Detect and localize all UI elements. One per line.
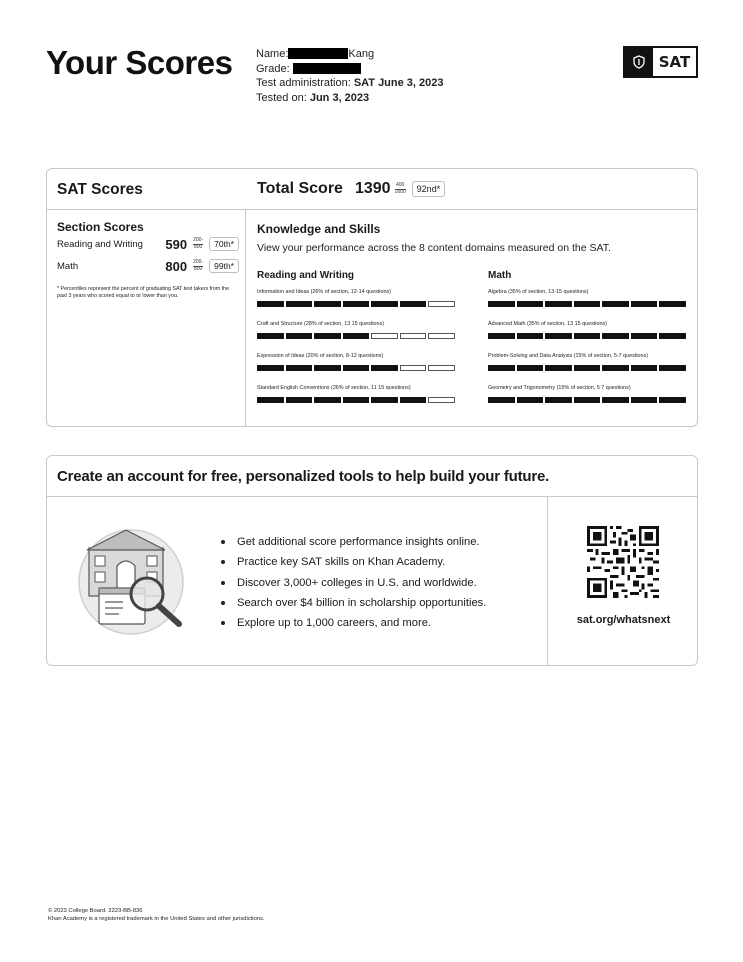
total-score [257,180,445,198]
whatsnext-link[interactable]: sat.org/whatsnext [576,614,671,626]
section-row-math [57,258,239,274]
tested-on-row [256,91,444,106]
total-percentile-badge: 92nd* [412,181,446,197]
bar-segment-filled [343,301,370,307]
list-item: Practice key SAT skills on Khan Academy. [219,552,486,572]
bar-segment-filled [286,301,313,307]
bar-segment-filled [314,397,341,403]
range-min: 400 [395,182,405,188]
bar-segment-filled [371,301,398,307]
performance-bar [488,301,688,307]
section-percentile-badge: 70th* [209,237,239,251]
performance-bar [257,397,457,403]
range-max: 800 [193,265,203,272]
bar-segment-filled [574,397,601,403]
bar-segment-filled [400,301,427,307]
bar-segment-empty [428,365,455,371]
bar-segment-filled [343,333,370,339]
benefits-list [219,532,486,633]
bar-segment-filled [631,397,658,403]
bar-segment-filled [517,365,544,371]
knowledge-skills-title: Knowledge and Skills [257,222,381,236]
bar-segment-filled [257,397,284,403]
domain-label: Algebra (35% of section, 13-15 questions) [488,289,589,295]
domain-label: Geometry and Trigonometry (15% of section, 5 7 questions) [488,385,631,391]
bar-segment-filled [400,397,427,403]
bar-segment-filled [343,397,370,403]
tested-label: Tested on: [256,91,307,104]
create-account-card [46,455,698,666]
section-score: 590 [165,236,188,252]
bar-segment-filled [286,397,313,403]
bar-segment-filled [545,333,572,339]
range-max: 1600 [394,188,406,195]
bar-segment-filled [659,397,686,403]
bar-segment-filled [659,333,686,339]
bar-segment-filled [488,365,515,371]
section-scores-panel [47,210,246,426]
bar-segment-filled [631,365,658,371]
bar-segment-filled [574,301,601,307]
bar-segment-filled [659,301,686,307]
scores-card-header [47,169,697,210]
promo-header [47,456,697,497]
section-scores-title: Section Scores [57,220,144,234]
bar-segment-filled [371,365,398,371]
bar-segment-filled [545,365,572,371]
bar-segment-filled [602,365,629,371]
section-label: Reading and Writing [57,238,143,250]
name-label: Name: [256,48,289,60]
bar-segment-filled [517,301,544,307]
math-column-title: Math [488,270,512,281]
bar-segment-filled [517,333,544,339]
domain-standard-english [257,385,457,403]
range-max: 800 [193,243,203,250]
section-range [193,238,203,250]
bar-segment-filled [602,333,629,339]
bar-segment-filled [545,397,572,403]
test-administration-row [256,76,444,91]
domain-craft-structure [257,321,457,339]
list-item: Search over $4 billion in scholarship opportunities. [219,593,486,613]
list-item: Discover 3,000+ colleges in U.S. and worldwide. [219,573,486,593]
bar-segment-filled [574,333,601,339]
performance-bar [488,365,688,371]
bar-segment-filled [488,397,515,403]
bar-segment-empty [371,333,398,339]
student-grade-row [256,62,444,77]
knowledge-skills-description: View your performance across the 8 content domains measured on the SAT. [257,242,611,254]
total-score-range [395,183,406,195]
bar-segment-filled [314,333,341,339]
student-info [256,47,444,105]
bar-segment-filled [574,365,601,371]
bar-segment-filled [343,365,370,371]
bar-segment-filled [286,365,313,371]
bar-segment-filled [659,365,686,371]
bar-segment-filled [257,365,284,371]
domain-label: Advanced Math (35% of section, 13 15 questions) [488,321,607,327]
domain-label: Standard English Conventions (26% of section, 11 15 questions) [257,385,411,391]
student-name-row [256,47,444,62]
performance-bar [488,397,688,403]
domain-information-ideas [257,289,457,307]
bar-segment-filled [371,397,398,403]
domain-advanced-math [488,321,688,339]
student-last-name: Kang [348,48,375,60]
bar-segment-filled [602,301,629,307]
section-percentile-badge: 99th* [209,259,239,273]
page-title: Your Scores [46,44,233,81]
performance-bar [257,365,457,371]
bar-segment-filled [631,301,658,307]
trademark-line: Khan Academy is a registered trademark in the United States and other jurisdictions. [48,915,265,922]
domain-label: Craft and Structure (28% of section, 13 15 questions) [257,321,385,327]
bar-segment-empty [428,301,455,307]
promo-title: Create an account for free, personalized tools to help build your future. [57,468,550,485]
bar-segment-filled [602,397,629,403]
sat-scores-title: SAT Scores [57,181,143,198]
redacted-grade [293,63,361,74]
bar-segment-filled [257,333,284,339]
bar-segment-empty [428,397,455,403]
list-item: Explore up to 1,000 careers, and more. [219,613,486,633]
qr-code-icon[interactable] [587,526,659,598]
range-min: 200- [193,259,204,265]
bar-segment-filled [545,301,572,307]
domain-label: Information and Ideas (26% of section, 12-14 questions) [257,289,391,295]
bar-segment-filled [517,397,544,403]
redacted-first-name [288,48,348,59]
copyright-line: © 2023 College Board. 2223-BB-836 [48,908,143,914]
bar-segment-empty [400,333,427,339]
domain-label: Problem-Solving and Data Analysis (15% of section, 5-7 questions) [488,353,649,359]
section-range [193,260,203,272]
college-magnifier-illustration-icon [75,522,195,642]
domain-problem-solving [488,353,688,371]
legal-footer [48,908,265,923]
promo-divider [547,497,548,665]
bar-segment-filled [286,333,313,339]
domain-geometry-trig [488,385,688,403]
section-row-reading-writing [57,236,239,252]
admin-value: SAT June 3, 2023 [353,77,444,89]
bar-segment-filled [257,301,284,307]
bar-segment-filled [631,333,658,339]
reading-writing-column-title: Reading and Writing [257,270,355,281]
section-score: 800 [165,258,188,274]
shield-icon [625,48,653,76]
bar-segment-filled [488,333,515,339]
domain-label: Expression of Ideas (20% of section, 8-12 questions) [257,353,384,359]
sat-scores-card [46,168,698,427]
range-min: 200- [193,237,204,243]
performance-bar [488,333,688,339]
sat-logo-text: SAT [658,53,691,71]
domain-algebra [488,289,688,307]
performance-bar [257,333,457,339]
admin-label: Test administration: [256,77,351,89]
domain-expression-ideas [257,353,457,371]
performance-bar [257,301,457,307]
percentile-footnote: * Percentiles represent the percent of graduating SAT test takers from the past 3 years who scored equal to or lower than you. [57,286,230,299]
list-item: Get additional score performance insights online. [219,532,486,552]
section-label: Math [57,260,79,272]
total-score-label: Total Score [257,180,343,197]
total-score-value: 1390 [354,180,391,197]
bar-segment-empty [428,333,455,339]
bar-segment-filled [314,301,341,307]
bar-segment-filled [488,301,515,307]
grade-label: Grade: [256,62,290,75]
bar-segment-filled [314,365,341,371]
tested-value: Jun 3, 2023 [309,91,370,104]
bar-segment-empty [400,365,427,371]
sat-logo [623,46,698,78]
